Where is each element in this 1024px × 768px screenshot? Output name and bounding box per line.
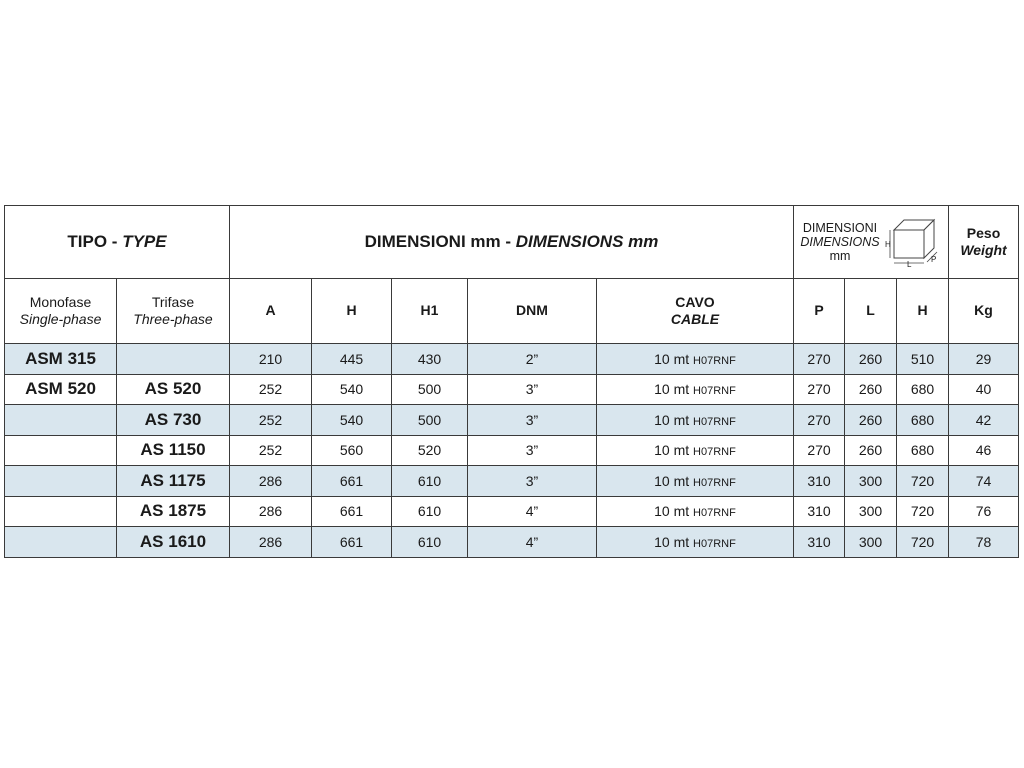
- cell-dnm: 3”: [468, 466, 597, 497]
- cell-h1: 610: [392, 527, 468, 558]
- table-row: [5, 466, 1019, 497]
- col-l-header: L: [845, 279, 897, 344]
- cell-a: 286: [230, 496, 312, 527]
- box-dimensions-icon: [884, 216, 942, 268]
- cell-a: 286: [230, 527, 312, 558]
- cell-cable: 10 mt H07RNF: [597, 466, 794, 497]
- cell-hpack: 680: [897, 435, 949, 466]
- cell-cable: 10 mt H07RNF: [597, 496, 794, 527]
- table-row: [5, 405, 1019, 436]
- cell-dnm: 2”: [468, 344, 597, 375]
- box-p-label: P: [930, 255, 936, 264]
- mono-model: [5, 466, 117, 497]
- cell-l: 260: [845, 405, 897, 436]
- cell-h1: 500: [392, 405, 468, 436]
- col-a-header: A: [230, 279, 312, 344]
- col-kg-header: Kg: [949, 279, 1019, 344]
- mono-model: ASM 315: [5, 344, 117, 375]
- cell-l: 260: [845, 374, 897, 405]
- cell-a: 252: [230, 405, 312, 436]
- cell-p: 310: [794, 496, 845, 527]
- cell-h1: 500: [392, 374, 468, 405]
- cell-hpack: 720: [897, 466, 949, 497]
- weight-header: Peso Weight: [949, 206, 1019, 279]
- cell-hpack: 680: [897, 405, 949, 436]
- cell-h1: 430: [392, 344, 468, 375]
- cell-dnm: 3”: [468, 435, 597, 466]
- tri-model: AS 1875: [117, 496, 230, 527]
- mono-model: [5, 405, 117, 436]
- table-row: [5, 496, 1019, 527]
- cell-dnm: 3”: [468, 405, 597, 436]
- tri-model: [117, 344, 230, 375]
- cell-kg: 46: [949, 435, 1019, 466]
- cell-p: 270: [794, 374, 845, 405]
- cell-dnm: 4”: [468, 496, 597, 527]
- cell-p: 270: [794, 405, 845, 436]
- cell-hpack: 720: [897, 496, 949, 527]
- header-row: [5, 206, 1019, 279]
- tri-model: AS 520: [117, 374, 230, 405]
- cell-dnm: 4”: [468, 527, 597, 558]
- table-row: [5, 374, 1019, 405]
- cell-hpack: 720: [897, 527, 949, 558]
- cell-kg: 29: [949, 344, 1019, 375]
- col-p-header: P: [794, 279, 845, 344]
- cell-hpack: 680: [897, 374, 949, 405]
- cell-p: 310: [794, 527, 845, 558]
- cell-cable: 10 mt H07RNF: [597, 374, 794, 405]
- cell-a: 210: [230, 344, 312, 375]
- tri-model: AS 1175: [117, 466, 230, 497]
- cell-cable: 10 mt H07RNF: [597, 435, 794, 466]
- cell-kg: 78: [949, 527, 1019, 558]
- cell-kg: 40: [949, 374, 1019, 405]
- cell-l: 260: [845, 344, 897, 375]
- single-phase-header: Monofase Single-phase: [5, 279, 117, 344]
- type-header: TIPO - TYPE: [5, 206, 230, 279]
- cell-h: 661: [312, 527, 392, 558]
- cell-l: 260: [845, 435, 897, 466]
- col-h-header: H: [312, 279, 392, 344]
- cell-kg: 42: [949, 405, 1019, 436]
- cell-p: 270: [794, 344, 845, 375]
- cell-cable: 10 mt H07RNF: [597, 527, 794, 558]
- cell-cable: 10 mt H07RNF: [597, 344, 794, 375]
- cell-dnm: 3”: [468, 374, 597, 405]
- spec-table: [4, 205, 1019, 558]
- cell-h1: 610: [392, 466, 468, 497]
- subheader-row: [5, 279, 1019, 344]
- col-hpack-header: H: [897, 279, 949, 344]
- mono-model: [5, 435, 117, 466]
- dimensions-header: DIMENSIONI mm - DIMENSIONS mm: [230, 206, 794, 279]
- cell-h: 540: [312, 374, 392, 405]
- cell-l: 300: [845, 527, 897, 558]
- cell-p: 310: [794, 466, 845, 497]
- table-row: [5, 344, 1019, 375]
- tri-model: AS 1610: [117, 527, 230, 558]
- cell-a: 286: [230, 466, 312, 497]
- box-l-label: L: [906, 260, 912, 268]
- mono-model: ASM 520: [5, 374, 117, 405]
- cell-h: 445: [312, 344, 392, 375]
- tri-model: AS 730: [117, 405, 230, 436]
- mono-model: [5, 496, 117, 527]
- cell-a: 252: [230, 374, 312, 405]
- cell-hpack: 510: [897, 344, 949, 375]
- cell-l: 300: [845, 466, 897, 497]
- col-dnm-header: DNM: [468, 279, 597, 344]
- col-h1-header: H1: [392, 279, 468, 344]
- table-row: [5, 435, 1019, 466]
- cell-kg: 74: [949, 466, 1019, 497]
- cell-h1: 610: [392, 496, 468, 527]
- cell-a: 252: [230, 435, 312, 466]
- cell-h: 661: [312, 466, 392, 497]
- tri-model: AS 1150: [117, 435, 230, 466]
- mono-model: [5, 527, 117, 558]
- box-h-label: H: [884, 240, 891, 249]
- cell-kg: 76: [949, 496, 1019, 527]
- cell-p: 270: [794, 435, 845, 466]
- cell-cable: 10 mt H07RNF: [597, 405, 794, 436]
- cell-l: 300: [845, 496, 897, 527]
- table-row: [5, 527, 1019, 558]
- three-phase-header: Trifase Three-phase: [117, 279, 230, 344]
- cell-h: 661: [312, 496, 392, 527]
- col-cable-header: CAVO CABLE: [597, 279, 794, 344]
- cell-h: 540: [312, 405, 392, 436]
- cell-h1: 520: [392, 435, 468, 466]
- packaging-dimensions-header: DIMENSIONI DIMENSIONS mm H L P: [794, 206, 949, 279]
- cell-h: 560: [312, 435, 392, 466]
